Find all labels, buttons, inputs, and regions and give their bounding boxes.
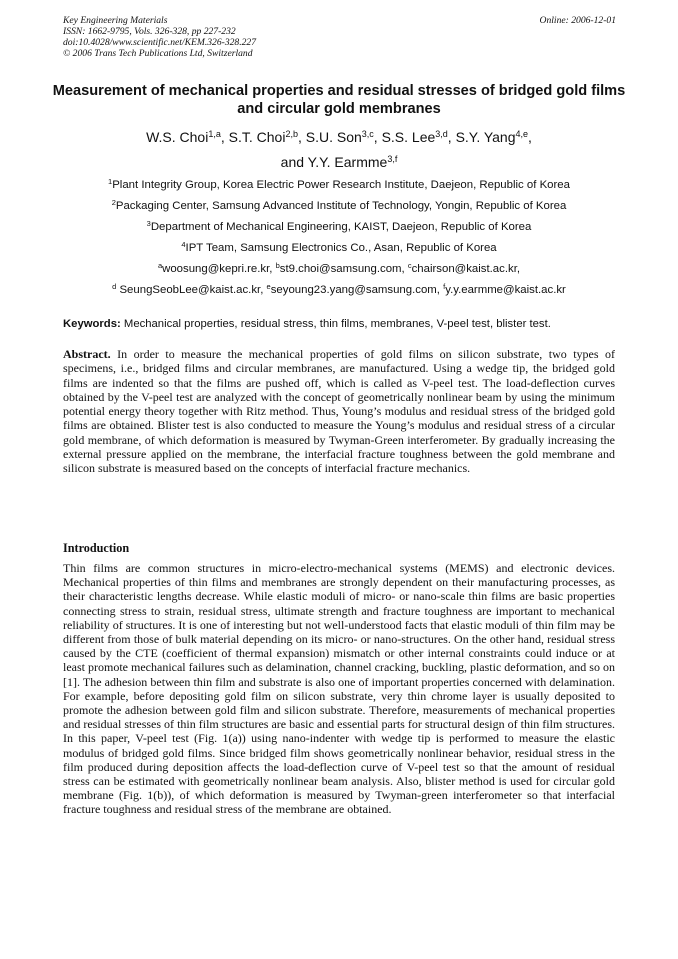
email-line-2 <box>30 280 648 297</box>
abstract <box>63 347 615 476</box>
email-sup: a <box>157 261 163 270</box>
author-line-1: W.S. Choi$^{1,a}$, S.T. Choi$^{2,b}$, S.U. Son$^{3,c}$, S.S. Lee$^{3,d}$, S.Y. Yang$^{4,e}$, <box>146 129 532 145</box>
author-name: S.U. Son <box>305 129 362 145</box>
email-text: st9.choi@samsung.com, <box>279 263 408 275</box>
author-name: S.Y. Yang <box>455 129 516 145</box>
author-name: W.S. Choi <box>146 129 209 145</box>
affiliation-text: Packaging Center, Samsung Advanced Institute of Technology, Yongin, Republic of Korea <box>115 200 567 212</box>
introduction-paragraph: Thin films are common structures in micro-electro-mechanical systems (MEMS) and electronic devices. Mechanical properties of thin films and membranes are strongly dependent on their manufacturing processes, as their characteristic lengths decrease. While elastic moduli of micro- or nano-scale thin films are basic properties connecting stress to strain, residual stress, ultimate strength and fracture toughness are important to mechanical reliability of structures. It is one of interesting but not well-understood facts that elastic moduli of thin film may be different from those of bulk material depending on its micro- or nano-structures. On the other hand, residual stress caused by the CTE (coefficient of thermal expansion) mismatch or other internal constraints could induce or at least promote mechanical failures such as delamination, channel cracking, buckling, plastic deformation, and so on [1]. The adhesion between thin film and substrate is also one of important properties concerned with delamination. For example, before depositing gold film on silicon substrate, very thin chrome layer is usually deposited to promote the adhesion between gold film and silicon substrate. Therefore, measurements of mechanical properties and residual stresses of thin film structures are basic and essential parts for structural design of thin film structures. In this paper, V-peel test (Fig. 1(a)) using nano-indenter with wedge tip is performed to measure the elastic modulus of bridged gold films. Since bridged film shows geometrically nonlinear behavior, residual stress in the film produced during deposition affects the load-deflection curve of V-peel test so that the amount of residual stress can be estimated with geometrically nonlinear beam analysis. Also, blister method is used for circular gold membrane (Fig. 1(b)), of which deformation is measured by Twyman-green interferometer so that interfacial fracture toughness and residual stress of the membrane are obtained. <box>63 561 615 817</box>
email-sup: f <box>443 282 446 291</box>
affiliation-4 <box>30 238 648 255</box>
journal-name: Key Engineering Materials <box>63 15 168 26</box>
online-date: Online: 2006-12-01 <box>539 15 616 26</box>
affiliation-text: IPT Team, Samsung Electronics Co., Asan, Republic of Korea <box>185 242 497 254</box>
keywords <box>63 317 615 331</box>
affiliation-1 <box>30 175 648 192</box>
email-text: y.y.earmme@kaist.ac.kr <box>445 284 566 296</box>
paper-title: Measurement of mechanical properties and residual stresses of bridged gold films and circular gold membranes <box>52 83 626 117</box>
author-line-2 <box>40 150 638 171</box>
email-text: seyoung23.yang@samsung.com, <box>270 284 444 296</box>
email-text: chairson@kaist.ac.kr, <box>411 263 521 275</box>
issn-line: ISSN: 1662-9795, Vols. 326-328, pp 227-232 <box>63 26 236 37</box>
email-sup: d <box>112 282 117 291</box>
email-line-1 <box>30 259 648 276</box>
author-name: S.S. Lee <box>381 129 436 145</box>
author-sup: 1,a <box>208 129 221 139</box>
affiliation-text: Department of Mechanical Engineering, KAIST, Daejeon, Republic of Korea <box>150 221 532 233</box>
copyright-line: © 2006 Trans Tech Publications Ltd, Switzerland <box>63 48 253 59</box>
email-sup: c <box>407 261 412 270</box>
abstract-label: Abstract. <box>63 347 111 361</box>
affiliation-sup: 1 <box>108 177 113 186</box>
section-heading-introduction: Introduction <box>63 541 130 555</box>
affiliation-sup: 2 <box>111 198 116 207</box>
abstract-text: In order to measure the mechanical properties of gold films on silicon substrate, two types of specimens, i.e., bridged films and circular membranes, are manufactured. Using a wedge tip, the bridged gold films are indented so that the films are pushed off, which is called as V-peel test. The load-deflection curves obtained by the V-peel test are analyzed with the concept of geometrically nonlinear beam by using the minimum potential energy theory together with Ritz method. Thus, Young’s modulus and residual stress of the bridged gold films are obtained. Blister test is also conducted to measure the Young’s modulus and residual stress of a circular gold membrane, of which deformation is measured by Twyman-Green interferometer. By gradually increasing the external pressure applied on the membrane, the interfacial fracture toughness between the gold membrane and silicon substrate is measured based on the concepts of interfacial fracture mechanics. <box>63 347 615 476</box>
affiliation-2 <box>30 196 648 213</box>
author-name: Y.Y. Earmme <box>307 154 388 170</box>
author-sup: 3,d <box>435 129 448 139</box>
author-sup: 3,f <box>387 154 398 164</box>
doi-line: doi:10.4028/www.scientific.net/KEM.326-328.227 <box>63 37 257 48</box>
email-text: SeungSeobLee@kaist.ac.kr, <box>116 284 267 296</box>
author-and: and <box>280 154 305 170</box>
author-sup: 2,b <box>285 129 298 139</box>
keywords-text: Mechanical properties, residual stress, thin films, membranes, V-peel test, blister test. <box>120 318 551 330</box>
author-sup: 4,e <box>515 129 529 139</box>
email-text: woosung@kepri.re.kr, <box>162 263 276 275</box>
affiliation-sup: 3 <box>146 219 151 228</box>
affiliation-3 <box>30 217 648 234</box>
author-name: S.T. Choi <box>228 129 286 145</box>
author-sup: 3,c <box>361 129 374 139</box>
affiliation-sup: 4 <box>181 240 186 249</box>
journal-header <box>63 15 256 59</box>
email-sup: e <box>266 282 271 291</box>
keywords-label: Keywords: <box>63 318 121 330</box>
affiliation-text: Plant Integrity Group, Korea Electric Power Research Institute, Daejeon, Republic of Korea <box>112 179 570 191</box>
email-sup: b <box>275 261 280 270</box>
